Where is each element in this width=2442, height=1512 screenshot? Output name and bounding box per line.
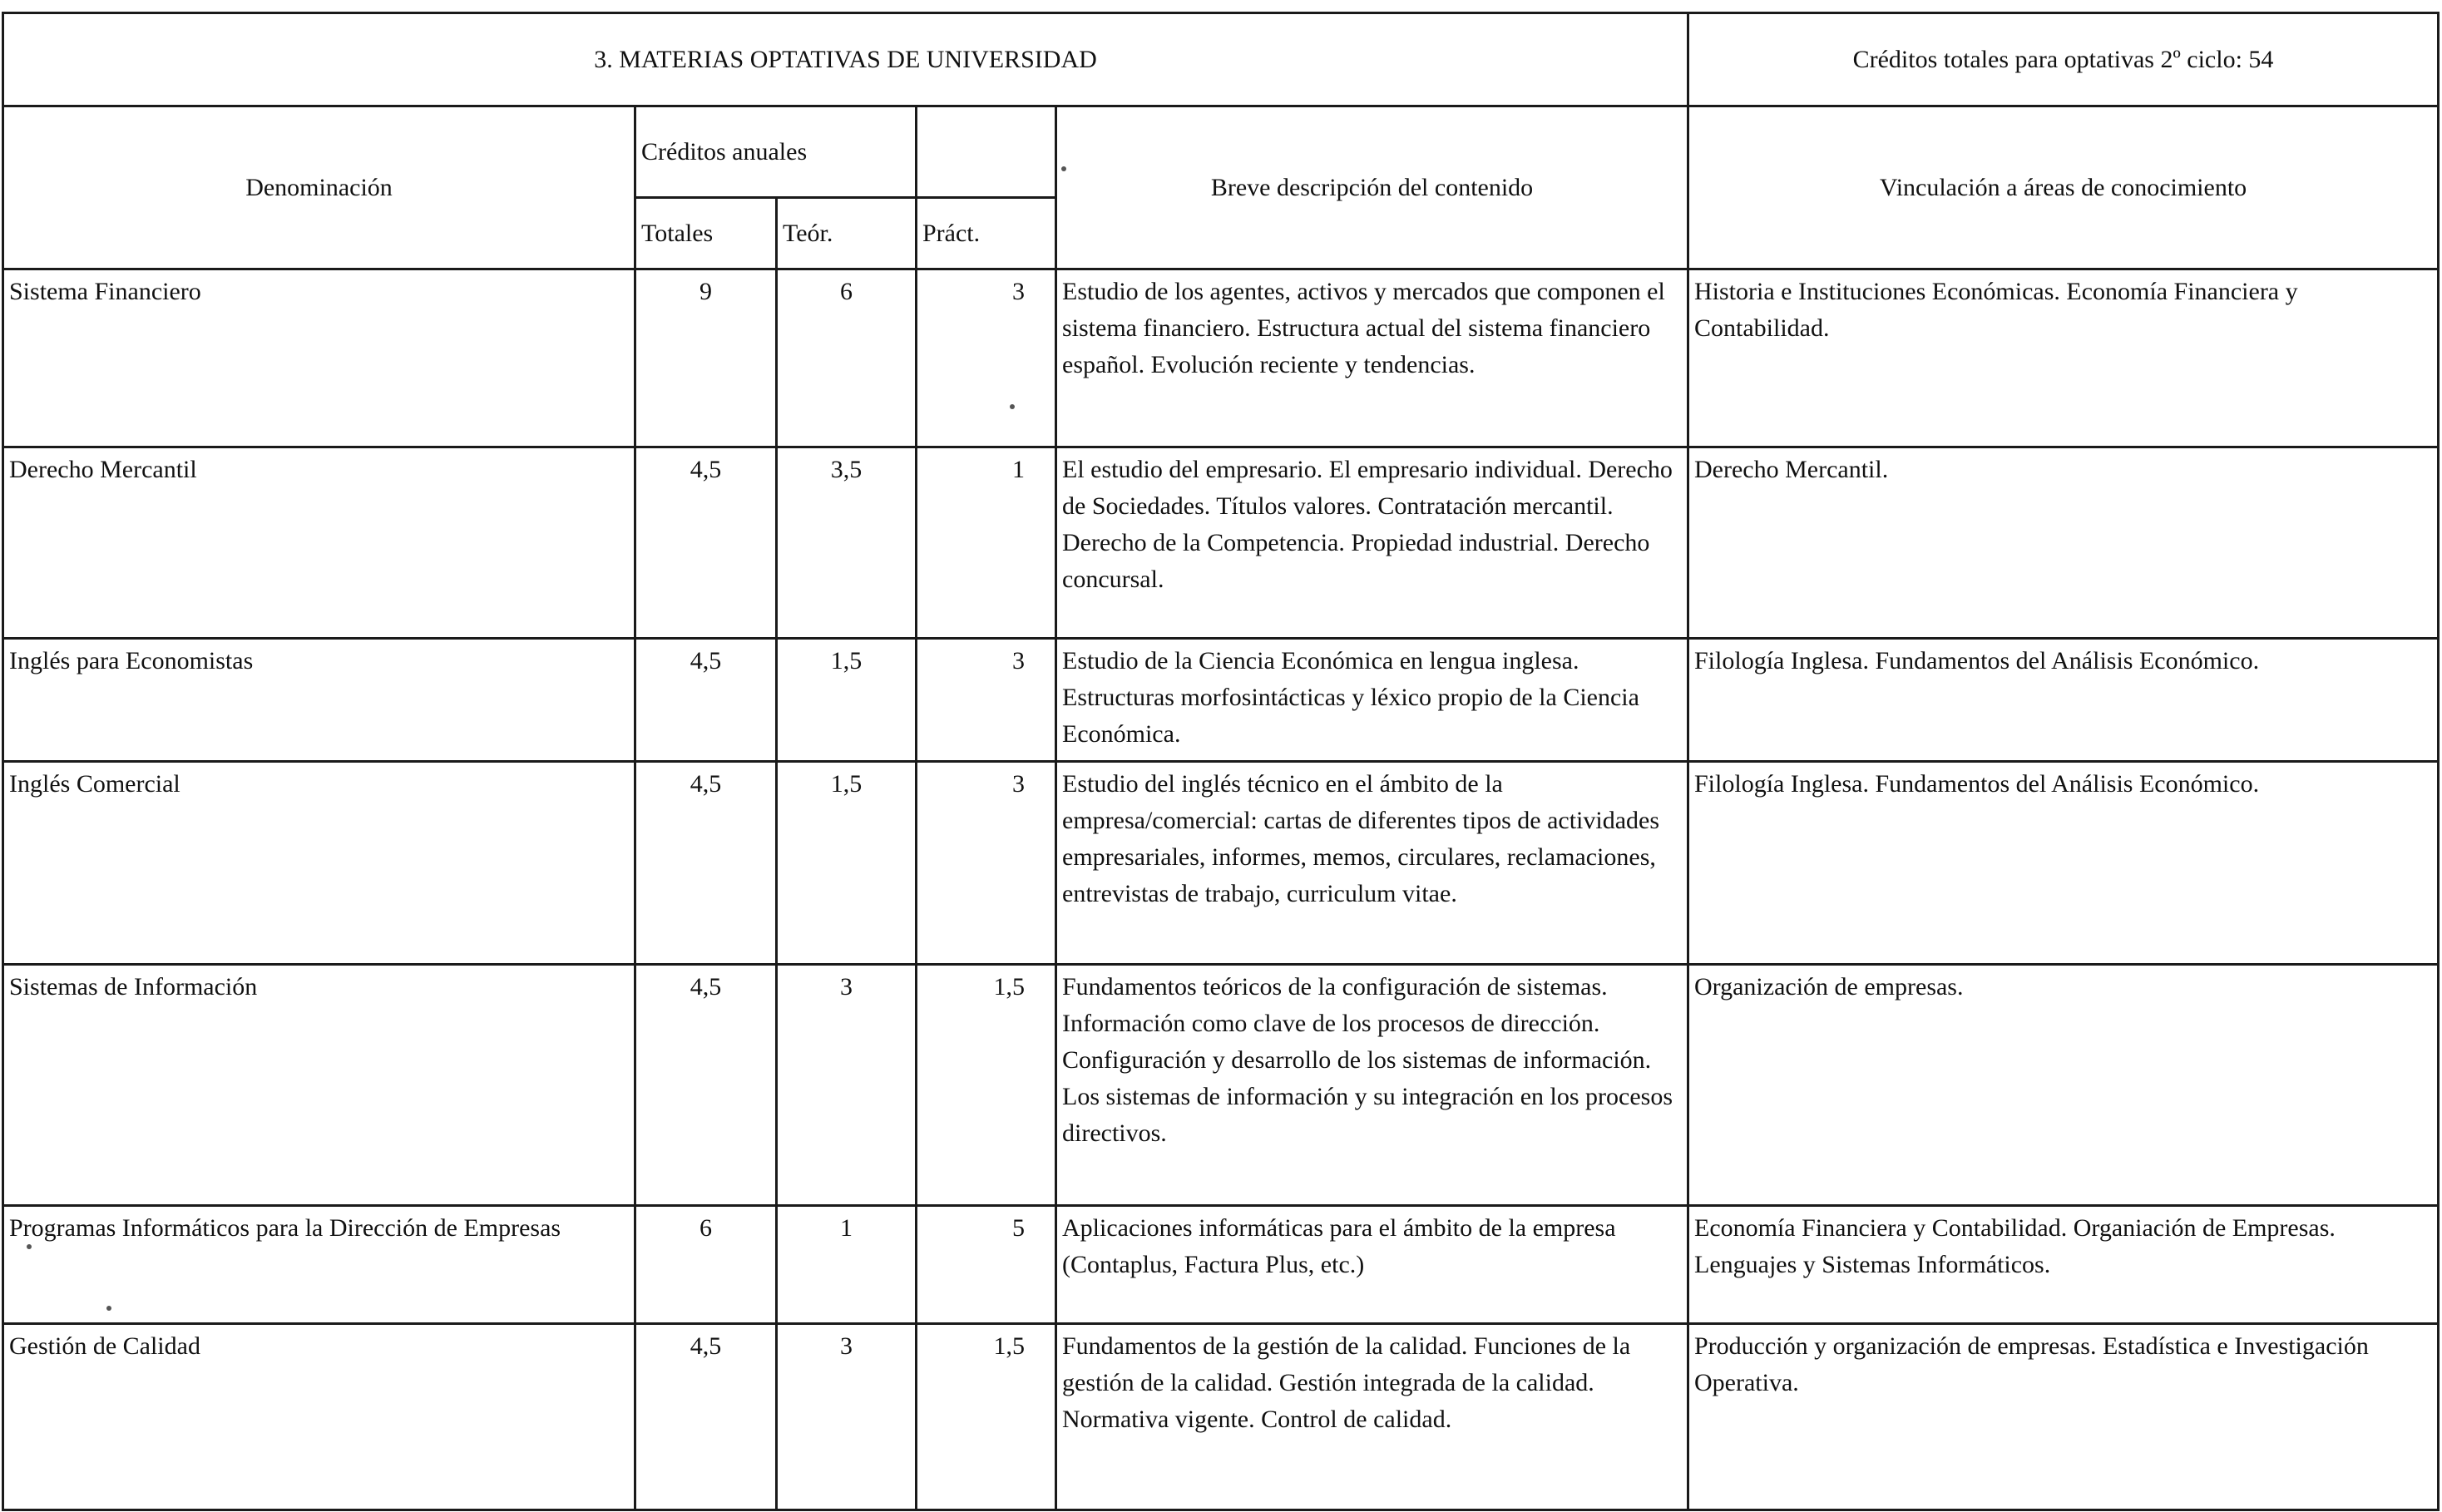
row-totales: 9	[699, 278, 712, 305]
row-vinculacion: Derecho Mercantil.	[1694, 456, 1889, 483]
table-row	[3, 1324, 2439, 1510]
col-header-denominacion: Denominación	[3, 106, 635, 269]
table-row	[3, 269, 2439, 447]
col-header-teor: Teór.	[777, 198, 917, 269]
table-row	[3, 639, 2439, 762]
table-row	[3, 447, 2439, 639]
row-teor: 6	[840, 278, 853, 305]
col-header-totales: Totales	[635, 198, 777, 269]
row-denominacion: Derecho Mercantil	[9, 456, 197, 483]
row-vinculacion: Economía Financiera y Contabilidad. Organiación de Empresas. Lenguajes y Sistemas Informáticos.	[1694, 1214, 2336, 1278]
row-pract: 1	[1012, 456, 1025, 483]
row-denominacion: Inglés Comercial	[9, 770, 180, 798]
title-row	[3, 13, 2439, 106]
row-descripcion: Fundamentos de la gestión de la calidad. Funciones de la gestión de la calidad. Gestión integrada de la calidad. Normativa vigente. Control de calidad.	[1062, 1332, 1631, 1433]
row-descripcion: Aplicaciones informáticas para el ámbito de la empresa (Contaplus, Factura Plus, etc.)	[1062, 1214, 1616, 1278]
col-header-pract: Práct.	[917, 198, 1056, 269]
row-vinculacion: Filología Inglesa. Fundamentos del Análisis Económico.	[1694, 647, 2260, 674]
col-header-descripcion: Breve descripción del contenido	[1056, 106, 1688, 269]
row-denominacion: Programas Informáticos para la Dirección de Empresas	[9, 1214, 561, 1242]
row-pract: 1,5	[993, 973, 1025, 1001]
row-teor: 3	[840, 973, 853, 1001]
row-totales: 4,5	[690, 1332, 722, 1360]
row-pract: 1,5	[993, 1332, 1025, 1360]
row-totales: 4,5	[690, 456, 722, 483]
row-teor: 1,5	[830, 647, 863, 674]
row-pract: 3	[1012, 647, 1025, 674]
col-header-creditos-anuales: Créditos anuales	[635, 106, 917, 198]
row-descripcion: El estudio del empresario. El empresario individual. Derecho de Sociedades. Títulos valores. Contratación mercantil. Derecho de la Competencia. Propiedad industrial. Derecho concursal.	[1062, 456, 1673, 593]
header-row-1	[3, 106, 2439, 198]
row-denominacion: Sistemas de Información	[9, 973, 258, 1001]
row-descripcion: Fundamentos teóricos de la configuración de sistemas. Información como clave de los procesos de dirección. Configuración y desarrollo de los sistemas de información. Los sistemas de información y su integración en los procesos directivos.	[1062, 973, 1673, 1147]
row-descripcion: Estudio del inglés técnico en el ámbito de la empresa/comercial: cartas de diferentes tipos de actividades empresariales, informes, memos, circulares, reclamaciones, entrevistas de trabajo, curriculum vitae.	[1062, 770, 1660, 907]
table-title: 3. MATERIAS OPTATIVAS DE UNIVERSIDAD	[3, 13, 1688, 106]
credits-total: Créditos totales para optativas 2º ciclo: 54	[1688, 13, 2439, 106]
scan-speck	[1061, 166, 1066, 171]
row-vinculacion: Historia e Instituciones Económicas. Economía Financiera y Contabilidad.	[1694, 278, 2298, 342]
col-header-blank	[917, 106, 1056, 198]
table-row	[3, 965, 2439, 1206]
table-row	[3, 762, 2439, 965]
row-vinculacion: Producción y organización de empresas. Estadística e Investigación Operativa.	[1694, 1332, 2369, 1396]
col-header-vinculacion: Vinculación a áreas de conocimiento	[1688, 106, 2439, 269]
row-totales: 6	[699, 1214, 712, 1242]
row-vinculacion: Filología Inglesa. Fundamentos del Análisis Económico.	[1694, 770, 2260, 798]
scan-speck	[106, 1306, 111, 1311]
scan-speck	[27, 1244, 32, 1249]
row-teor: 3,5	[830, 456, 863, 483]
row-pract: 3	[1012, 770, 1025, 798]
row-denominacion: Inglés para Economistas	[9, 647, 254, 674]
row-totales: 4,5	[690, 973, 722, 1001]
row-vinculacion: Organización de empresas.	[1694, 973, 1964, 1001]
row-totales: 4,5	[690, 647, 722, 674]
table-row	[3, 1206, 2439, 1324]
row-pract: 3	[1012, 278, 1025, 305]
row-teor: 3	[840, 1332, 853, 1360]
optativas-table	[2, 12, 2440, 1511]
row-pract: 5	[1012, 1214, 1025, 1242]
row-totales: 4,5	[690, 770, 722, 798]
row-teor: 1,5	[830, 770, 863, 798]
row-denominacion: Gestión de Calidad	[9, 1332, 200, 1360]
row-teor: 1	[840, 1214, 853, 1242]
row-descripcion: Estudio de los agentes, activos y mercados que componen el sistema financiero. Estructura actual del sistema financiero español. Evolución reciente y tendencias.	[1062, 278, 1665, 378]
scan-speck	[1010, 404, 1015, 409]
row-denominacion: Sistema Financiero	[9, 278, 201, 305]
row-descripcion: Estudio de la Ciencia Económica en lengua inglesa. Estructuras morfosintácticas y léxico propio de la Ciencia Económica.	[1062, 647, 1639, 748]
